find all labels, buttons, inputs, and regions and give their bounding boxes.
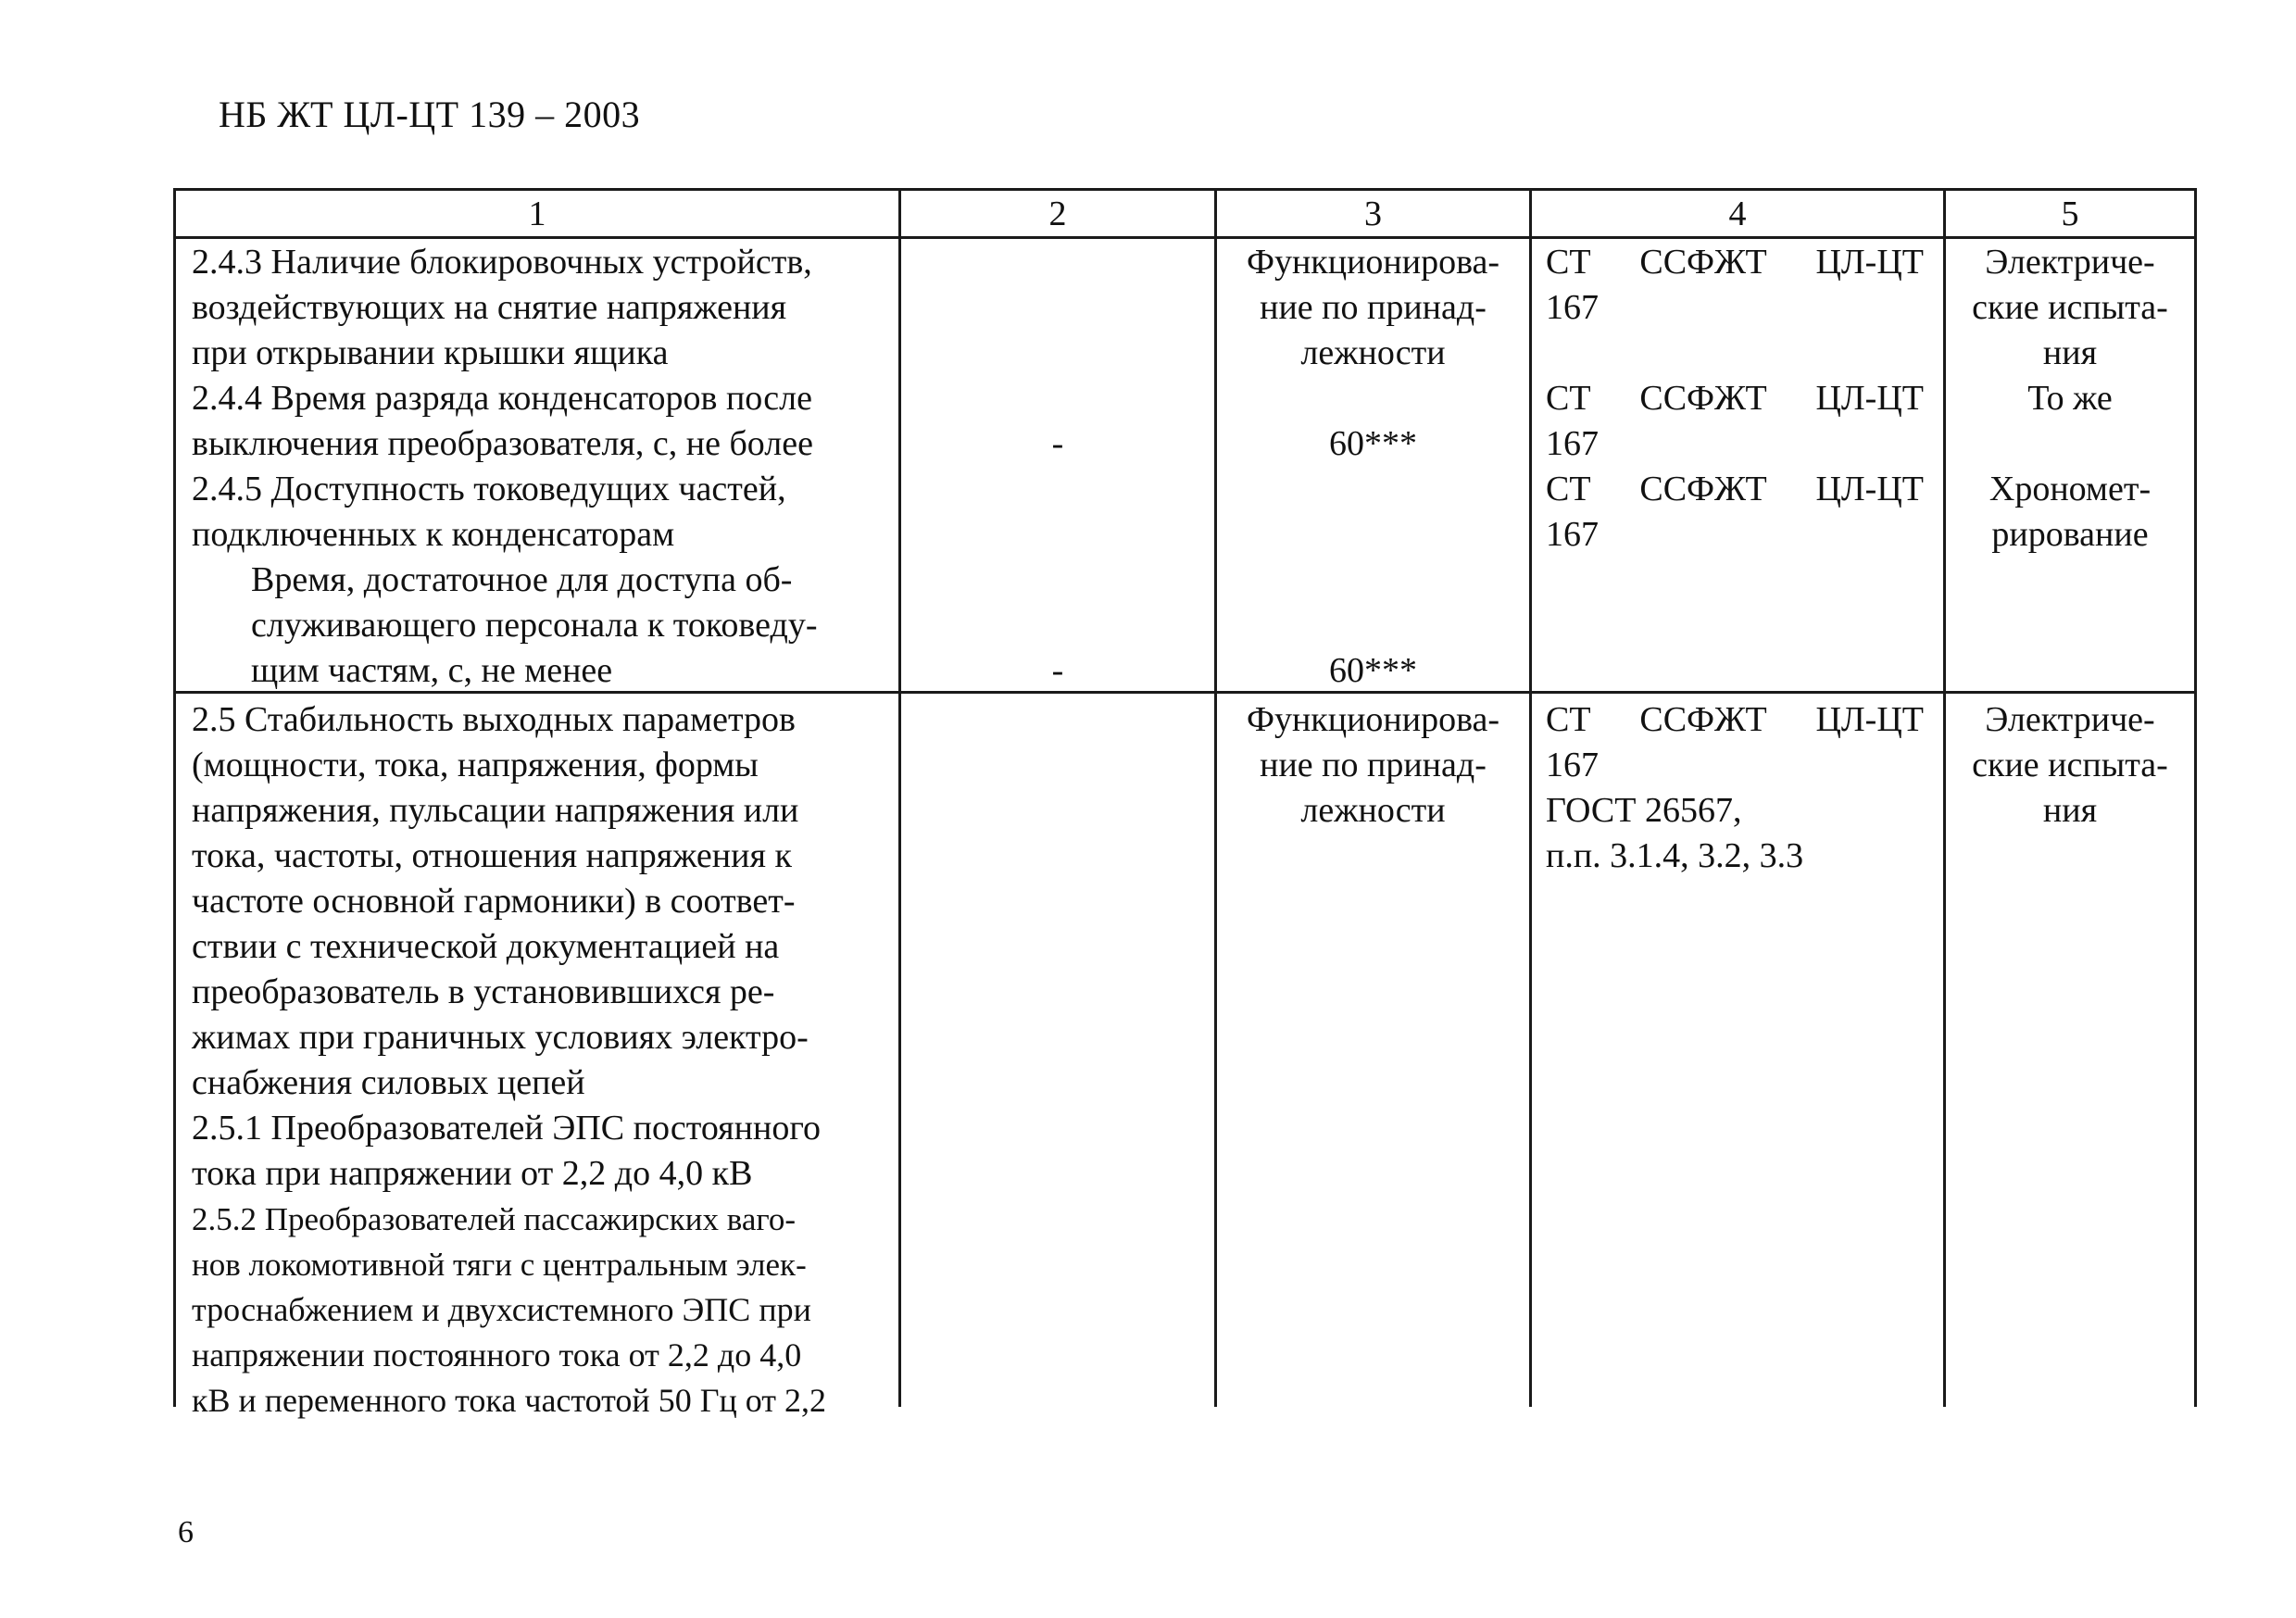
- ref-part: СТ: [1546, 243, 1591, 282]
- text-line: ние по принад-: [1260, 746, 1487, 784]
- text-line: троснабжением и двухсистемного ЭПС при: [192, 1291, 811, 1328]
- row2-col3-function: [1217, 697, 1529, 834]
- text-line: 2.4.5 Доступность токоведущих частей,: [192, 470, 786, 508]
- text-line: 2.5.1 Преобразователей ЭПС постоянного: [192, 1109, 821, 1148]
- text-line: ния: [2042, 791, 2098, 830]
- text-line: Функционирова-: [1246, 700, 1500, 739]
- ref-number: 167: [1546, 288, 1599, 327]
- ref-part: СТ: [1546, 470, 1591, 508]
- table-border-left: [173, 188, 176, 1407]
- text-line: ствии с технической документацией на: [192, 927, 780, 966]
- row1-col5-test-b: То же: [2027, 379, 2113, 418]
- gost-reference: ГОСТ 26567,: [1546, 791, 1742, 830]
- text-line: ские испыта-: [1972, 746, 2168, 784]
- page-number: 6: [178, 1515, 194, 1549]
- text-line: ние по принад-: [1260, 288, 1487, 327]
- row1-col3-value: 60***: [1329, 424, 1417, 463]
- text-line: Хрономет-: [1989, 470, 2152, 508]
- text-line: при открывании крышки ящика: [192, 333, 669, 372]
- text-line: (мощности, тока, напряжения, формы: [192, 746, 759, 784]
- table-border-right: [2194, 188, 2197, 1407]
- text-line: подключенных к конденсаторам: [192, 515, 675, 554]
- column-divider-1-2: [898, 188, 901, 1407]
- text-line: лежности: [1300, 333, 1446, 372]
- ref-part: СТ: [1546, 379, 1591, 418]
- text-line: тока при напряжении от 2,2 до 4,0 кВ: [192, 1154, 753, 1193]
- text-line: напряжении постоянного тока от 2,2 до 4,0: [192, 1336, 802, 1373]
- text-line: снабжения силовых цепей: [192, 1063, 585, 1102]
- text-line: 2.5.2 Преобразователей пассажирских ваго-: [192, 1201, 796, 1237]
- column-header-2: 2: [1048, 194, 1067, 233]
- column-header-3: 3: [1364, 194, 1382, 233]
- requirements-table: [173, 188, 2197, 1419]
- text-line: ния: [2042, 333, 2098, 372]
- text-line: Время, достаточное для доступа об-: [251, 560, 793, 599]
- ref-part: ЦЛ-ЦТ: [1815, 243, 1924, 282]
- column-header-5: 5: [2061, 194, 2079, 233]
- text-line: 2.5 Стабильность выходных параметров: [192, 700, 796, 739]
- ref-number: 167: [1546, 424, 1599, 463]
- text-line: Электриче-: [1985, 700, 2155, 739]
- column-divider-3-4: [1529, 188, 1532, 1407]
- ref-part: ССФЖТ: [1639, 243, 1767, 282]
- text-line: служивающего персонала к токоведу-: [251, 606, 818, 645]
- ref-part: СТ: [1546, 700, 1591, 739]
- text-line: лежности: [1300, 791, 1446, 830]
- row1-col3-function: [1217, 240, 1529, 376]
- text-line: рирование: [1991, 515, 2149, 554]
- text-line: частоте основной гармоники) в соответ-: [192, 882, 796, 921]
- text-line: воздействующих на снятие напряжения: [192, 288, 787, 327]
- row1-col4-ref-a: [1546, 240, 1924, 331]
- ref-part: ЦЛ-ЦТ: [1815, 379, 1924, 418]
- row1-col2-dash: -: [1051, 651, 1064, 690]
- row1-col2-dash: -: [1051, 424, 1064, 463]
- text-line: 2.4.4 Время разряда конденсаторов после: [192, 379, 812, 418]
- clause-reference: п.п. 3.1.4, 3.2, 3.3: [1546, 836, 1804, 875]
- header-row-bottom-line: [173, 236, 2197, 239]
- ref-part: ССФЖТ: [1639, 379, 1767, 418]
- ref-number: 167: [1546, 515, 1599, 554]
- document-code-header: НБ ЖТ ЦЛ-ЦТ 139 – 2003: [219, 94, 641, 135]
- table-border-top: [173, 188, 2197, 191]
- text-line: выключения преобразователя, с, не более: [192, 424, 813, 463]
- column-header-1: 1: [528, 194, 546, 233]
- row2-col5-test: [1946, 697, 2194, 834]
- row2-requirement-text: [192, 697, 886, 1424]
- text-line: ские испыта-: [1972, 288, 2168, 327]
- text-line: жимах при граничных условиях электро-: [192, 1018, 809, 1057]
- text-line: преобразователь в установившихся ре-: [192, 972, 775, 1011]
- text-line: щим частям, с, не менее: [251, 651, 613, 690]
- ref-part: ССФЖТ: [1639, 470, 1767, 508]
- ref-number: 167: [1546, 746, 1599, 784]
- ref-part: ССФЖТ: [1639, 700, 1767, 739]
- column-header-4: 4: [1728, 194, 1747, 233]
- row1-col3-value: 60***: [1329, 651, 1417, 690]
- row2-col4-refs: [1546, 697, 1924, 879]
- text-line: кВ и переменного тока частотой 50 Гц от 2,2: [192, 1382, 827, 1419]
- text-line: Функционирова-: [1246, 243, 1500, 282]
- row1-requirement-text: [192, 240, 886, 694]
- row1-col4-ref-b: [1546, 376, 1924, 467]
- row1-col4-ref-c: [1546, 467, 1924, 558]
- ref-part: ЦЛ-ЦТ: [1815, 470, 1924, 508]
- text-line: нов локомотивной тяги с центральным элек-: [192, 1247, 807, 1283]
- row1-col5-test-a: [1946, 240, 2194, 376]
- text-line: напряжения, пульсации напряжения или: [192, 791, 799, 830]
- text-line: 2.4.3 Наличие блокировочных устройств,: [192, 243, 812, 282]
- ref-part: ЦЛ-ЦТ: [1815, 700, 1924, 739]
- row1-col5-test-c: [1946, 467, 2194, 558]
- text-line: тока, частоты, отношения напряжения к: [192, 836, 792, 875]
- text-line: Электриче-: [1985, 243, 2155, 282]
